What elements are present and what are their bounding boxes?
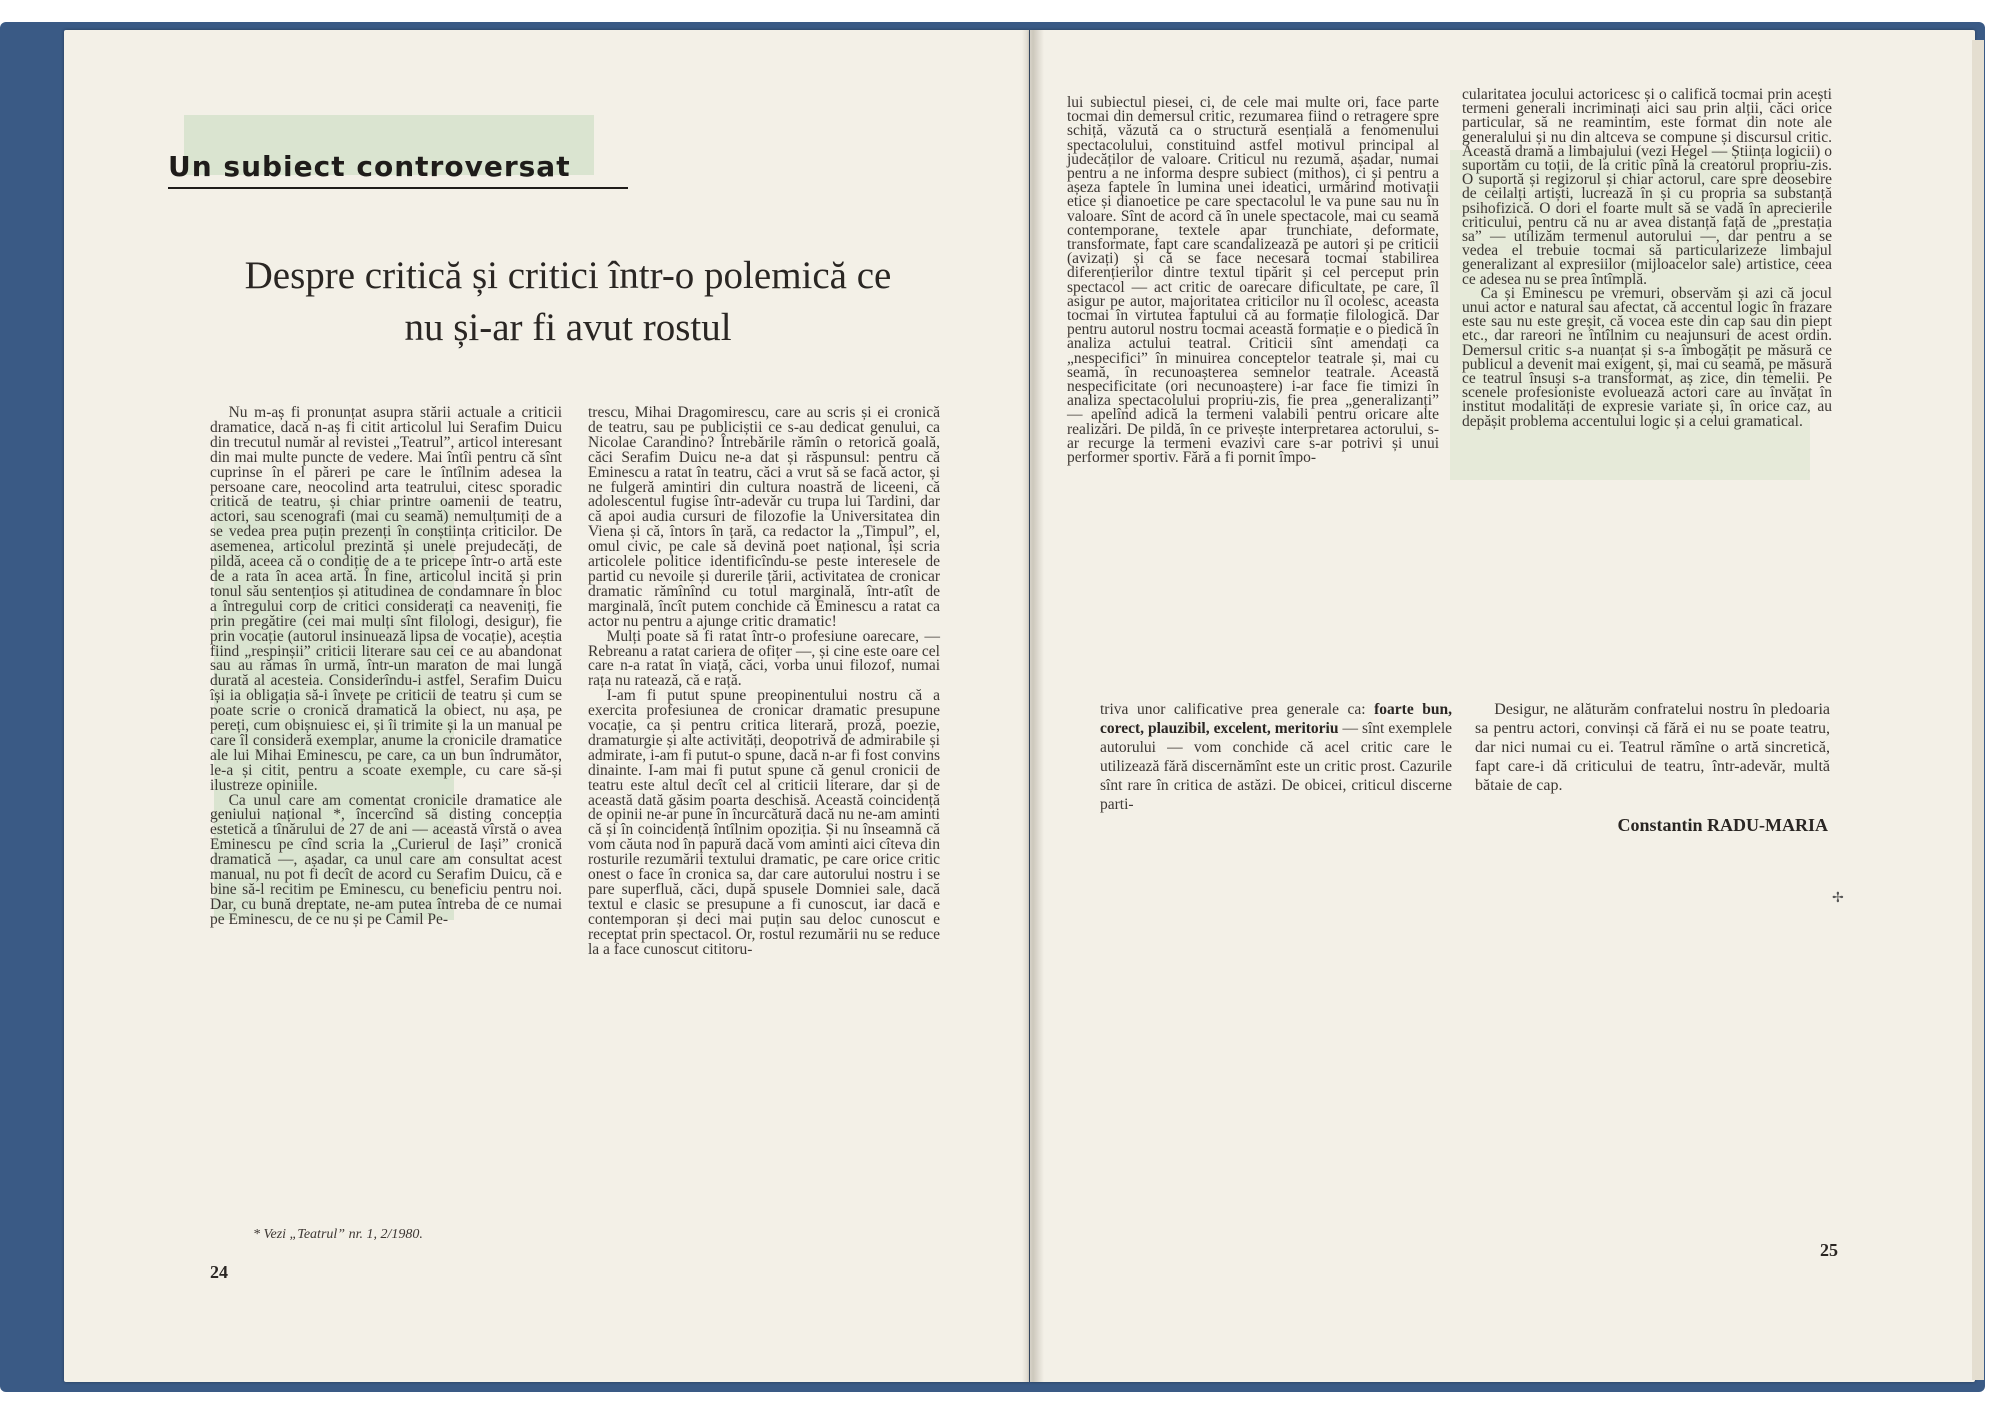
page-number-right: 25 bbox=[1820, 1240, 1838, 1260]
article-title bbox=[168, 250, 968, 354]
paragraph: Ca și Eminescu pe vremuri, observăm și azi că jocul unui actor e natural sau afectat, că accentul logic în frazare este sau nu este greșit, că vocea este din cap sau din piept etc., dar rareori ne întîlnim cu neajunsuri de acest ordin. Demersul critic s-a nuanțat și s-a îmbogățit pe măsură ce publicul a devenit mai exigent, și, mai cu seamă, pe măsură ce teatrul însuși s-a transformat, aș zice, din temelii. Pe scenele profesioniste evoluează actori care au învățat în institut modalități de expresie variate și, în orice caz, au depășit problema accentului logic și a celui gramatical. bbox=[1462, 284, 1832, 430]
text-run: — sînt exemplele autorului — vom conchide că acel critic care le utilizează fără discernămînt este un critic prost. Cazurile sînt rare în critica de astăzi. De obicei, criticul discerne parti- bbox=[1100, 720, 1453, 813]
end-mark-icon: ✢ bbox=[1832, 891, 1844, 906]
text-run: triva unor calificative prea generale ca: bbox=[1100, 701, 1366, 718]
paragraph: trescu, Mihai Dragomirescu, care au scris și ei cronică de teatru, sau pe publiciștii ce s-au dedicat genului, ca Nicolae Carandino? Întrebările rămîn o retorică goală, căci Serafim Duicu ne-a dat și răspunsul: pentru că Eminescu a ratat în teatru, căci a vrut să se facă actor, și ne fulgeră amintiri din cultura noastră de liceeni, că adolescentul fugise într-adevăr cu trupa lui Tardini, dar că apoi audia cursuri de filozofie la Universitatea din Viena și că, întors în țară, ca redactor la „Timpul”, el, omul civic, pe cale să devină poet național, își scria articolele politice identificîndu-se peste interesele de partid cu nevoile și durerile țării, activitatea de cronicar dramatic rămînînd cu totul marginală, într-atît de marginală, încît putem conchide că Eminescu a ratat ca actor nu pentru a ajunge critic dramatic! bbox=[588, 404, 940, 630]
paragraph bbox=[1100, 700, 1452, 814]
section-heading: Un subiect controversat bbox=[168, 150, 628, 189]
paragraph: I-am fi putut spune preopinentului nostru că a exercita profesiunea de cronicar dramatic presupune vocație, ca și pentru critica literară, proză, poezie, dramaturgie și alte activități, deopotrivă de admirabile și admirate, i-am fi putut-o spune, dacă n-ar fi fost convins dinainte. I-am mai fi putut spune că genul cronicii de teatru este altul decît cel al criticii literare, dar și de această dată găsim poarta deschisă. Această coincidență de opinii ne-ar pune în încurcătură dacă nu ne-am aminti că și în coincidență întîlnim opoziția. Și nu înseamnă că vom căuta nod în papură dacă vom aminti aici cîteva din rosturile rezumării textului dramatic, pe care orice critic onest o face în cronica sa, dar care autorului nostru i se pare superfluă, căci, după spusele Domniei sale, dacă textul e clasic se presupune a fi cunoscut, iar dacă e contemporan și deci mai puțin sau deloc cunoscut e receptat prin spectacol. Or, rostul rezumării nu se reduce la a face cunoscut cititoru- bbox=[588, 687, 940, 958]
paragraph: Desigur, ne alăturăm confratelui nostru în pledoaria sa pentru actori, convinși că fără ei nu se poate teatru, dar nici numai cu ei. Teatrul rămîne o artă sincretică, fapt care-i dă criticului de teatru, într-adevăr, multă bătaie de cap. bbox=[1475, 701, 1830, 794]
paragraph: Mulți poate să fi ratat într-o profesiune oarecare, — Rebreanu a ratat cariera de ofițer —, și cine este oare cel care n-a ratat în viață, căci, vorba unui filozof, numai rața nu ratează, că e rață. bbox=[588, 627, 940, 690]
right-column-2 bbox=[1462, 88, 1832, 429]
left-column-2 bbox=[588, 406, 940, 958]
bold-quote: foarte bun, corect, plauzibil, excelent, meritoriu bbox=[1100, 701, 1452, 737]
paragraph: Ca unul care am comentat cronicile dramatice ale geniului național *, încercînd să disting concepția estetică a tînărului de 27 de ani — această vîrstă o avea Eminescu pe cînd scria la „Curierul de Iași” cronică dramatică —, așadar, ca unul care am consultat acest manual, nu pot fi decît de acord cu Serafim Duicu, că e bine să-l recitim pe Eminescu, cu beneficiu pentru noi. Dar, cu bună dreptate, ne-am putea întreba de ce numai pe Eminescu, de ce nu și pe Camil Pe- bbox=[210, 791, 562, 928]
left-column-1 bbox=[210, 406, 562, 928]
page-stack-edge bbox=[1972, 40, 1984, 1380]
right-column-1-continued bbox=[1100, 700, 1452, 814]
page-number-left: 24 bbox=[210, 1262, 228, 1282]
paragraph: lui subiectul piesei, ci, de cele mai multe ori, face parte tocmai din demersul critic, rezumarea fiind o retragere spre schiță, văzută ca o structură esențială a fenomenului spectacolului, constituind astfel motivul principal al judecăților de valoare. Criticul nu rezumă, așadar, numai pentru a ne informa despre subiect (mithos), ci și pentru a așeza faptele în lumina unei ideatici, urmărind motivații etice și dianoetice pe care spectacolul le va pune sau nu în valoare. Sînt de acord că în unele spectacole, mai cu seamă contemporane, textele apar trunchiate, deformate, transformate, fapt care scandalizează pe autori și pe criticii (avizați) și că se face necesară tocmai stabilirea diferențierilor dintre textul tipărit și cel perceput prin spectacol — act critic de oarecare dificultate, pe care, îl asigur pe autor, majoritatea criticilor nu îl ocolesc, aceasta tocmai în virtutea faptului că au formație filologică. Dar pentru autorul nostru tocmai această formație e o piedică în analiza actului teatral. Criticii sînt amendați ca „nespecifici” în minuirea conceptelor teatrale și, mai cu seamă, în recunoașterea semnelor teatrale. Această nespecificitate (ori necunoaștere) i-ar face fie timizi în analiza spectacolului propriu-zis, fie prea „generalizanți” — apelînd adică la termeni valabili pentru oricare alte realizări. De pildă, în ce privește interpretarea actorului, s-ar recurge la termeni evazivi care s-ar potrivi și unui performer sportiv. Fără a fi pornit împo- bbox=[1067, 94, 1439, 467]
page-gutter bbox=[1022, 30, 1044, 1382]
author-signature: Constantin RADU-MARIA bbox=[1617, 815, 1828, 835]
title-line-1: Despre critică și critici într-o polemică ce bbox=[244, 254, 892, 297]
footnote: * Vezi „Teatrul” nr. 1, 2/1980. bbox=[253, 1227, 423, 1242]
title-line-2: nu și-ar fi avut rostul bbox=[404, 306, 732, 349]
right-column-1 bbox=[1067, 96, 1439, 465]
right-column-2-continued bbox=[1475, 700, 1830, 795]
paragraph: Nu m-aș fi pronunțat asupra stării actuale a criticii dramatice, dacă n-aș fi citit articolul lui Serafim Duicu din trecutul număr al revistei „Teatrul”, articol interesant din mai multe puncte de vedere. Mai întîi pentru că sînt cuprinse în el păreri pe care le întîlnim adesea la persoane care, neocolind arta teatrului, citesc sporadic critică de teatru, și chiar printre oamenii de teatru, actori, sau scenografi (mai cu seamă) nemulțumiți de a se vedea prea puțin prezenți în conștiința criticilor. De asemenea, articolul prezintă și unele prejudecăți, de pildă, aceea că o condiție de a te pricepe într-o artă este de a rata în acea artă. În fine, articolul incită și prin tonul său sentențios și atitudinea de condamnare în bloc a întregului corp de critici considerați ca neaveniți, fie prin pregătire (cei mai mulți sînt filologi, desigur), fie prin vocație (autorul insinuează lipsa de vocație), aceștia fiind „respinșii” criticii literare sau cei ce au abandonat sau au rămas în urmă, într-un maraton de mai lungă durată al acesteia. Considerîndu-i astfel, Serafim Duicu își ia obligația să-i învețe pe criticii de teatru și cum se poate scrie o cronică dramatică la obiect, nu așa, pe pereți, cum obișnuiesc ei, și îi trimite și la un manual pe care îl consideră exemplar, anume la cronicile dramatice ale lui Mihai Eminescu, pe care, ca un bun îndrumător, le-a și citit, pentru a scoate exemple, cu care să-și ilustreze opiniile. bbox=[210, 404, 562, 794]
paragraph: cularitatea jocului actoricesc și o califică tocmai prin acești termeni generali incriminați aici sau prin alții, căci orice particular, să ne reamintim, este format din note ale generalului și nu din altceva se compune și discursul critic. Această dramă a limbajului (vezi Hegel — Știința logicii) o suportăm cu toții, de la critic pînă la creatorul propriu-zis. O suportă și regizorul și chiar actorul, care spre deosebire de ceilalți artiști, lucrează în și cu propria sa substanță psihofizică. O dori el foarte mult să se vadă în aprecierile criticului, pentru că nu ar avea distanță față de „prestația sa” — utilizăm termenul autorului —, dar pentru a se vedea el trebuie tocmai să particularizeze limbajul generalizant al expresiilor (mijloacelor sale) artistice, ceea ce adesea nu se prea întîmplă. bbox=[1462, 86, 1832, 288]
